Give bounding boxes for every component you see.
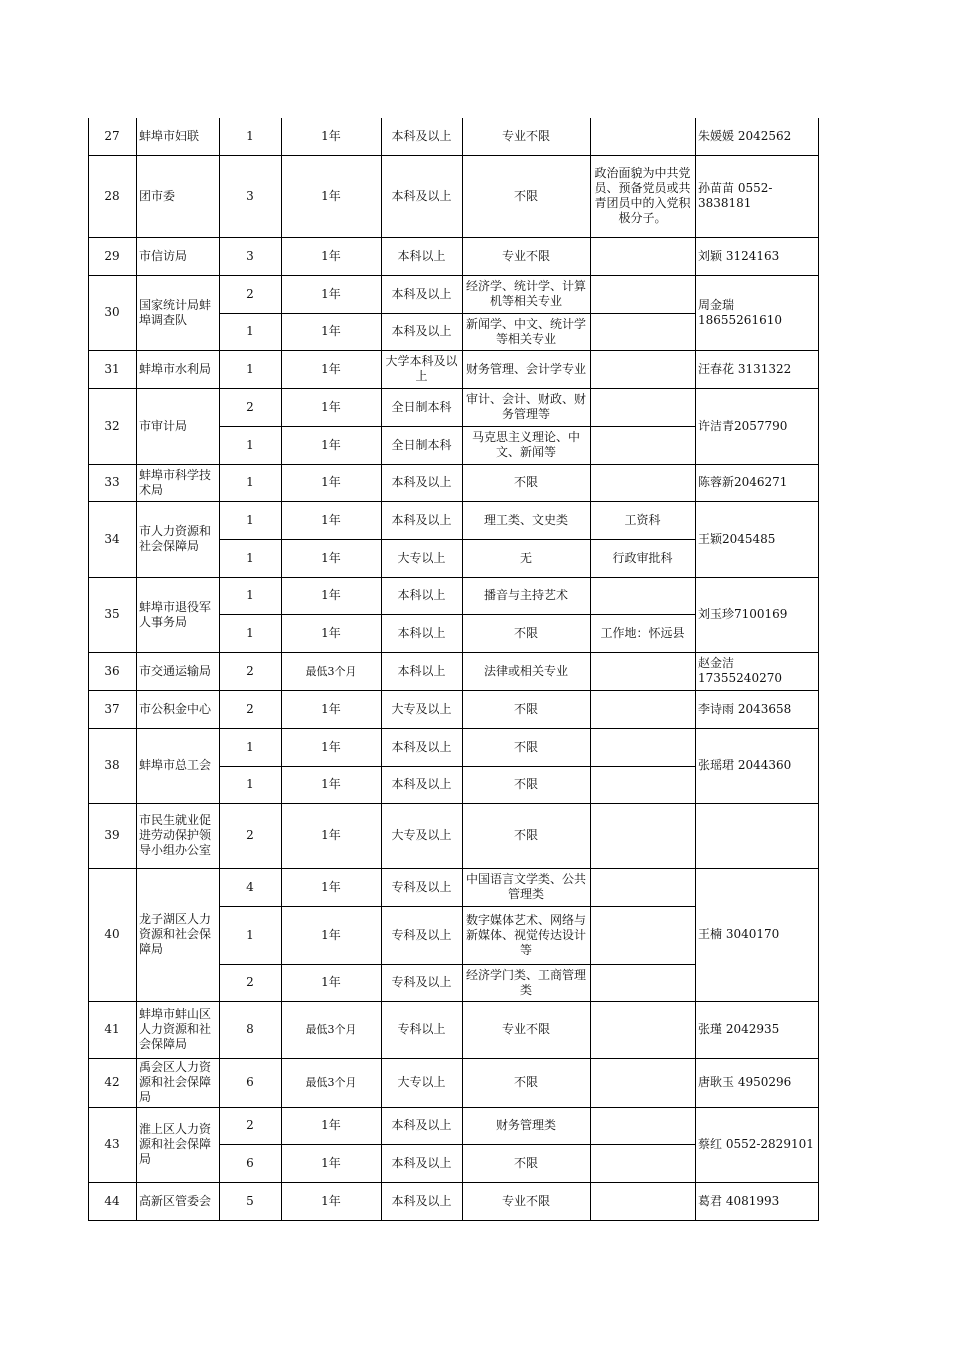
- contact-info: 孙苗苗 0552-3838181: [698, 181, 773, 210]
- post-education: 大专及以上: [391, 828, 452, 842]
- post-remark: [590, 652, 695, 690]
- post-major: 马克思主义理论、中文、新闻等: [471, 430, 580, 459]
- post-major: 不限: [513, 625, 538, 640]
- post-count: 2: [246, 1118, 254, 1132]
- post-duration: 1年: [321, 512, 341, 527]
- contact-info: 周金瑞 18655261610: [698, 297, 782, 327]
- post-duration: 1年: [321, 777, 341, 791]
- post-education: 专科及以上: [391, 879, 452, 894]
- row-number: 28: [104, 188, 120, 203]
- post-duration: 1年: [321, 975, 341, 989]
- grid-line: [219, 426, 695, 427]
- post-duration: 1年: [321, 828, 341, 842]
- post-duration: 最低3个月: [305, 1023, 357, 1036]
- post-count: 1: [246, 550, 254, 565]
- post-duration: 1年: [321, 475, 341, 489]
- row-number: 27: [104, 129, 120, 143]
- row-number: 34: [104, 531, 120, 546]
- grid-line: [219, 906, 695, 907]
- post-major: 专业不限: [501, 1022, 550, 1036]
- row-number: 44: [104, 1193, 120, 1208]
- post-duration: 1年: [321, 129, 341, 143]
- row-number: 39: [104, 828, 120, 842]
- unit-name: 龙子湖区人力资源和社会保障局: [139, 912, 212, 956]
- post-education: 本科及以上: [391, 1193, 452, 1208]
- contact-info: [695, 803, 818, 868]
- contact-info: 许洁青2057790: [698, 418, 788, 433]
- post-major: 财务管理、会计学专业: [465, 361, 586, 376]
- contact-info: 李诗雨 2043658: [698, 701, 792, 716]
- post-major: 不限: [513, 188, 538, 203]
- post-remark: [590, 766, 695, 803]
- grid-line: [219, 1144, 695, 1145]
- row-number: 41: [104, 1022, 120, 1036]
- post-major: 数字媒体艺术、网络与新媒体、视觉传达设计等: [465, 912, 586, 957]
- post-remark: [590, 275, 695, 313]
- post-education: 本科以上: [397, 663, 446, 678]
- post-count: 1: [246, 739, 254, 754]
- row-number: 33: [104, 475, 120, 489]
- contact-info: 陈蓉新2046271: [698, 475, 788, 489]
- unit-name: 蚌埠市蚌山区人力资源和社会保障局: [139, 1007, 212, 1051]
- post-count: 1: [246, 324, 254, 338]
- grid-line: [219, 313, 695, 314]
- unit-name: 蚌埠市水利局: [139, 361, 212, 376]
- post-remark: 政治面貌为中共党员、预备党员或共青团员中的入党积极分子。: [594, 166, 691, 225]
- contact-info: 蔡红 0552-2829101: [698, 1137, 814, 1151]
- grid-line: [381, 118, 382, 1220]
- post-major: 理工类、文史类: [483, 512, 568, 527]
- contact-info: 唐耿玉 4950296: [698, 1075, 792, 1089]
- unit-name: 市交通运输局: [139, 663, 212, 678]
- post-duration: 1年: [321, 248, 341, 263]
- post-count: 2: [246, 701, 254, 716]
- post-education: 全日制本科: [391, 399, 452, 414]
- grid-line: [590, 118, 591, 1220]
- post-count: 1: [246, 588, 254, 602]
- unit-name: 市人力资源和社会保障局: [139, 524, 212, 553]
- post-duration: 1年: [321, 588, 341, 602]
- post-major: 审计、会计、财政、财务管理等: [465, 392, 586, 421]
- post-major: 专业不限: [501, 1193, 550, 1208]
- grid-line: [281, 118, 282, 1220]
- grid-line: [88, 1220, 819, 1221]
- post-duration: 1年: [321, 437, 341, 452]
- post-count: 1: [246, 129, 254, 143]
- post-education: 专科及以上: [391, 927, 452, 942]
- post-duration: 1年: [321, 879, 341, 894]
- contact-info: 张瑾 2042935: [698, 1022, 780, 1036]
- post-remark: 工作地：怀远县: [600, 625, 685, 640]
- grid-line: [219, 964, 695, 965]
- post-duration: 1年: [321, 286, 341, 301]
- post-remark: 行政审批科: [612, 550, 673, 565]
- post-major: 不限: [513, 1155, 538, 1170]
- post-duration: 1年: [321, 701, 341, 716]
- unit-name: 市民生就业促进劳动保护领导小组办公室: [139, 813, 212, 857]
- post-count: 8: [246, 1022, 254, 1036]
- post-count: 6: [246, 1075, 254, 1089]
- post-count: 4: [246, 879, 254, 894]
- row-number: 36: [104, 663, 120, 678]
- contact-info: 刘颖 3124163: [698, 248, 780, 263]
- post-remark: [590, 464, 695, 501]
- row-number: 43: [104, 1137, 120, 1151]
- post-count: 2: [246, 828, 254, 842]
- post-remark: [590, 964, 695, 1001]
- contact-info: 王楠 3040170: [698, 927, 780, 941]
- contact-info: 葛君 4081993: [698, 1193, 780, 1208]
- grid-line: [462, 118, 463, 1220]
- post-major: 财务管理类: [495, 1118, 556, 1132]
- post-count: 6: [246, 1155, 254, 1170]
- post-education: 专科及以上: [391, 975, 452, 989]
- post-remark: [590, 1107, 695, 1144]
- post-remark: [590, 690, 695, 728]
- grid-line: [219, 118, 220, 1220]
- post-major: 不限: [513, 777, 538, 791]
- post-count: 1: [246, 475, 254, 489]
- contact-info: 赵金洁 17355240270: [698, 656, 782, 685]
- post-count: 1: [246, 625, 254, 640]
- grid-line: [219, 614, 695, 615]
- unit-name: 团市委: [139, 188, 176, 203]
- post-duration: 最低3个月: [305, 1076, 357, 1089]
- post-duration: 1年: [321, 1155, 341, 1170]
- post-remark: [590, 426, 695, 464]
- post-major: 经济学、统计学、计算机等相关专业: [465, 279, 586, 308]
- row-number: 31: [104, 361, 120, 376]
- unit-name: 国家统计局蚌埠调查队: [139, 297, 212, 327]
- unit-name: 蚌埠市总工会: [139, 758, 212, 772]
- post-count: 2: [246, 975, 254, 989]
- post-duration: 1年: [321, 361, 341, 376]
- post-major: 法律或相关专业: [483, 663, 568, 678]
- post-duration: 最低3个月: [305, 664, 357, 678]
- post-education: 本科以上: [397, 588, 446, 602]
- row-number: 38: [104, 758, 120, 772]
- post-education: 本科及以上: [391, 1155, 452, 1170]
- post-duration: 1年: [321, 324, 341, 338]
- unit-name: 蚌埠市妇联: [139, 129, 200, 143]
- post-major: 不限: [513, 739, 538, 754]
- post-remark: [590, 350, 695, 388]
- post-major: 不限: [513, 828, 538, 842]
- post-remark: [590, 1001, 695, 1058]
- post-education: 本科及以上: [391, 286, 452, 301]
- post-count: 2: [246, 663, 254, 678]
- post-major: 不限: [513, 701, 538, 716]
- grid-line: [88, 118, 89, 1220]
- post-education: 大专以上: [397, 1075, 446, 1089]
- post-remark: 工资科: [624, 512, 661, 527]
- contact-info: 王颖2045485: [698, 531, 776, 546]
- post-remark: [590, 728, 695, 766]
- post-major: 播音与主持艺术: [483, 588, 568, 602]
- post-education: 本科及以上: [391, 512, 452, 527]
- post-major: 专业不限: [501, 129, 550, 143]
- post-major: 无: [519, 550, 532, 565]
- post-education: 本科以上: [397, 248, 446, 263]
- post-major: 不限: [513, 475, 538, 489]
- post-major: 不限: [513, 1075, 538, 1089]
- row-number: 35: [104, 607, 120, 621]
- post-education: 本科以上: [397, 625, 446, 640]
- post-education: 专科以上: [397, 1022, 446, 1036]
- post-count: 1: [246, 437, 254, 452]
- post-education: 本科及以上: [391, 129, 452, 143]
- post-duration: 1年: [321, 550, 341, 565]
- unit-name: 市公积金中心: [139, 701, 212, 716]
- contact-info: 汪春花 3131322: [698, 361, 792, 376]
- contact-info: 刘玉珍7100169: [698, 607, 788, 621]
- post-duration: 1年: [321, 739, 341, 754]
- contact-info: 朱媛媛 2042562: [698, 129, 792, 143]
- post-remark: [590, 906, 695, 964]
- post-remark: [590, 577, 695, 614]
- grid-line: [695, 118, 696, 1220]
- post-education: 大专以上: [397, 550, 446, 565]
- contact-info: 张瑶珺 2044360: [698, 758, 792, 772]
- post-major: 新闻学、中文、统计学等相关专业: [465, 316, 586, 346]
- grid-line: [818, 118, 819, 1220]
- post-remark: [590, 868, 695, 906]
- post-education: 本科及以上: [391, 739, 452, 754]
- unit-name: 禹会区人力资源和社会保障局: [139, 1060, 212, 1104]
- post-duration: 1年: [321, 1193, 341, 1208]
- grid-line: [219, 539, 695, 540]
- post-education: 大专及以上: [391, 701, 452, 716]
- post-education: 大学本科及以上: [385, 354, 458, 383]
- post-remark: [590, 388, 695, 426]
- post-major: 中国语言文学类、公共管理类: [465, 872, 586, 901]
- row-number: 40: [104, 927, 120, 941]
- post-duration: 1年: [321, 1118, 341, 1132]
- post-remark: [590, 803, 695, 868]
- post-education: 本科及以上: [391, 1118, 452, 1132]
- row-number: 29: [104, 248, 120, 263]
- unit-name: 淮上区人力资源和社会保障局: [139, 1122, 212, 1166]
- post-count: 1: [246, 512, 254, 527]
- unit-name: 市审计局: [139, 418, 188, 433]
- post-count: 5: [246, 1193, 254, 1208]
- row-number: 37: [104, 701, 120, 716]
- post-count: 2: [246, 399, 254, 414]
- unit-name: 蚌埠市科学技术局: [139, 467, 212, 497]
- post-count: 3: [246, 248, 254, 263]
- row-number: 42: [104, 1075, 120, 1089]
- grid-line: [136, 118, 137, 1220]
- unit-name: 蚌埠市退役军人事务局: [139, 599, 212, 629]
- post-remark: [590, 313, 695, 350]
- post-major: 经济学门类、工商管理类: [465, 967, 586, 997]
- unit-name: 高新区管委会: [139, 1193, 212, 1208]
- unit-name: 市信访局: [139, 248, 188, 263]
- post-count: 1: [246, 361, 254, 376]
- post-duration: 1年: [321, 927, 341, 942]
- post-remark: [590, 237, 695, 275]
- post-remark: [590, 1144, 695, 1182]
- grid-line: [219, 766, 695, 767]
- post-education: 本科及以上: [391, 475, 452, 489]
- post-education: 本科及以上: [391, 777, 452, 791]
- post-count: 1: [246, 777, 254, 791]
- post-count: 2: [246, 286, 254, 301]
- post-major: 专业不限: [501, 248, 550, 263]
- post-remark: [590, 1182, 695, 1220]
- post-education: 本科及以上: [391, 188, 452, 203]
- post-count: 1: [246, 927, 254, 942]
- row-number: 30: [104, 305, 120, 319]
- post-remark: [590, 1058, 695, 1107]
- post-education: 本科及以上: [391, 324, 452, 338]
- post-duration: 1年: [321, 399, 341, 414]
- post-duration: 1年: [321, 625, 341, 640]
- post-duration: 1年: [321, 188, 341, 203]
- row-number: 32: [104, 418, 120, 433]
- post-education: 全日制本科: [391, 437, 452, 452]
- post-remark: [590, 118, 695, 155]
- post-count: 3: [246, 188, 254, 203]
